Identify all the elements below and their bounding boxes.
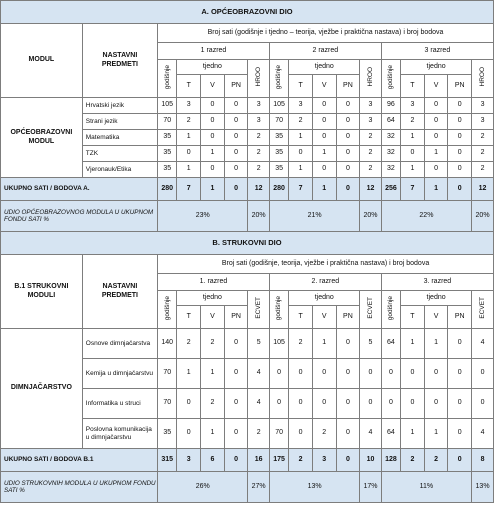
cell-value: 0 <box>336 146 360 162</box>
grade-header-3: 3. razred <box>381 274 493 291</box>
total-value: 8 <box>472 449 494 472</box>
share-points: 17% <box>360 472 382 503</box>
cell-value: 2 <box>360 162 382 178</box>
col-week-1: tjedno <box>177 291 248 306</box>
share-hours: 22% <box>381 201 471 232</box>
cell-value: 1 <box>201 359 225 389</box>
cell-value: 0 <box>312 359 336 389</box>
cell-value: 1 <box>177 359 201 389</box>
share-points: 20% <box>472 201 494 232</box>
total-value: 175 <box>269 449 288 472</box>
cell-value: 0 <box>201 98 225 114</box>
cell-value: 0 <box>289 419 313 449</box>
cell-value: 1 <box>289 162 313 178</box>
cell-value: 2 <box>312 419 336 449</box>
cell-value: 0 <box>177 389 201 419</box>
section-b-title: B. STRUKOVNI DIO <box>1 232 494 255</box>
cell-value: 0 <box>224 130 248 146</box>
col-week-3: tjedno <box>401 60 472 75</box>
hours-header: Broj sati (godišnje, teorija, vježbe i praktična nastava) i broj bodova <box>158 255 494 274</box>
cell-value: 0 <box>472 359 494 389</box>
col-points-3-text: HROO <box>478 67 486 87</box>
total-label: UKUPNO SATI / BODOVA A. <box>1 178 158 201</box>
col-pn-1: PN <box>224 306 248 329</box>
cell-value: 0 <box>448 114 472 130</box>
col-t-2: T <box>289 75 313 98</box>
total-value: 0 <box>448 449 472 472</box>
cell-value: 32 <box>381 146 400 162</box>
col-points-3-text: ECVET <box>478 297 486 319</box>
cell-value: 0 <box>401 359 425 389</box>
cell-value: 0 <box>201 162 225 178</box>
cell-value: 1 <box>424 419 448 449</box>
cell-value: 2 <box>401 114 425 130</box>
cell-value: 105 <box>158 98 177 114</box>
cell-value: 0 <box>336 419 360 449</box>
share-row <box>1 201 494 232</box>
total-value: 2 <box>289 449 313 472</box>
col-points-2-text: HROO <box>366 67 374 87</box>
cell-value: 0 <box>336 114 360 130</box>
total-value: 10 <box>360 449 382 472</box>
cell-value: 0 <box>360 359 382 389</box>
total-value: 6 <box>201 449 225 472</box>
total-value: 0 <box>224 449 248 472</box>
cell-value: 0 <box>448 98 472 114</box>
cell-value: 1 <box>289 130 313 146</box>
col-v-1: V <box>201 75 225 98</box>
cell-value: 0 <box>424 162 448 178</box>
cell-value: 70 <box>158 389 177 419</box>
col-points-1 <box>248 291 270 329</box>
cell-value: 32 <box>381 130 400 146</box>
cell-value: 2 <box>248 146 270 162</box>
total-value: 0 <box>336 178 360 201</box>
grade-header-1: 1. razred <box>158 274 270 291</box>
cell-value: 1 <box>312 329 336 359</box>
cell-value: 0 <box>424 389 448 419</box>
cell-value: 0 <box>312 130 336 146</box>
cell-value: 2 <box>248 162 270 178</box>
cell-value: 64 <box>381 114 400 130</box>
share-hours: 13% <box>269 472 359 503</box>
col-points-3 <box>472 60 494 98</box>
cell-value: 0 <box>224 419 248 449</box>
col-pn-2: PN <box>336 75 360 98</box>
cell-value: 1 <box>401 162 425 178</box>
cell-value: 0 <box>448 146 472 162</box>
cell-value: 0 <box>336 98 360 114</box>
cell-value: 2 <box>289 114 313 130</box>
cell-value: 0 <box>224 98 248 114</box>
cell-value: 70 <box>158 114 177 130</box>
share-points: 13% <box>472 472 494 503</box>
col-points-2 <box>360 60 382 98</box>
total-value: 0 <box>224 178 248 201</box>
share-hours: 21% <box>269 201 359 232</box>
grade-header-2: 2. razred <box>269 274 381 291</box>
subject-name: Informatika u struci <box>82 389 157 419</box>
total-value: 256 <box>381 178 400 201</box>
col-v-2: V <box>312 75 336 98</box>
cell-value: 0 <box>224 114 248 130</box>
share-points: 20% <box>248 201 270 232</box>
col-t-2: T <box>289 306 313 329</box>
total-row <box>1 449 494 472</box>
cell-value: 0 <box>312 98 336 114</box>
cell-value: 0 <box>448 130 472 146</box>
cell-value: 5 <box>360 329 382 359</box>
cell-value: 2 <box>177 329 201 359</box>
cell-value: 1 <box>201 419 225 449</box>
cell-value: 0 <box>177 146 201 162</box>
cell-value: 4 <box>472 329 494 359</box>
cell-value: 0 <box>336 359 360 389</box>
cell-value: 35 <box>158 146 177 162</box>
col-v-2: V <box>312 306 336 329</box>
cell-value: 0 <box>224 329 248 359</box>
module-header: B.1 STRUKOVNI MODULI <box>1 255 83 329</box>
cell-value: 0 <box>269 389 288 419</box>
cell-value: 70 <box>158 359 177 389</box>
cell-value: 32 <box>381 162 400 178</box>
total-value: 1 <box>424 178 448 201</box>
total-value: 7 <box>401 178 425 201</box>
col-week-1: tjedno <box>177 60 248 75</box>
cell-value: 0 <box>269 359 288 389</box>
subject-name: Poslovna komunikacija u dimnjačarstvu <box>82 419 157 449</box>
total-value: 7 <box>289 178 313 201</box>
cell-value: 140 <box>158 329 177 359</box>
total-value: 12 <box>472 178 494 201</box>
cell-value: 0 <box>401 389 425 419</box>
cell-value: 1 <box>401 130 425 146</box>
cell-value: 3 <box>472 98 494 114</box>
grade-header-2: 2 razred <box>269 43 381 60</box>
header-row-1 <box>1 255 494 274</box>
cell-value: 1 <box>312 146 336 162</box>
cell-value: 0 <box>289 359 313 389</box>
share-hours: 11% <box>381 472 471 503</box>
cell-value: 3 <box>177 98 201 114</box>
cell-value: 1 <box>424 329 448 359</box>
cell-value: 35 <box>269 130 288 146</box>
total-value: 16 <box>248 449 270 472</box>
col-week-2: tjedno <box>289 291 360 306</box>
col-year-1-text: godišnje <box>163 64 171 90</box>
cell-value: 0 <box>448 389 472 419</box>
subject-name: Osnove dimnjačarstva <box>82 329 157 359</box>
col-t-3: T <box>401 75 425 98</box>
subject-name: Hrvatski jezik <box>82 98 157 114</box>
cell-value: 0 <box>336 130 360 146</box>
grade-header-1: 1 razred <box>158 43 270 60</box>
cell-value: 0 <box>424 98 448 114</box>
cell-value: 0 <box>381 359 400 389</box>
share-label: UDIO OPĆEOBRAZOVNOG MODULA U UKUPNOM FONDU SATI % <box>1 201 158 232</box>
total-value: 0 <box>448 178 472 201</box>
cell-value: 2 <box>289 329 313 359</box>
subject-name: Matematika <box>82 130 157 146</box>
col-pn-2: PN <box>336 306 360 329</box>
col-year-2-text: godišnje <box>275 64 283 90</box>
cell-value: 0 <box>224 359 248 389</box>
col-year-2-text: godišnje <box>275 295 283 321</box>
cell-value: 0 <box>201 130 225 146</box>
cell-value: 0 <box>336 162 360 178</box>
cell-value: 0 <box>360 389 382 419</box>
total-value: 3 <box>312 449 336 472</box>
cell-value: 0 <box>336 389 360 419</box>
share-hours: 26% <box>158 472 248 503</box>
col-pn-3: PN <box>448 306 472 329</box>
col-v-3: V <box>424 75 448 98</box>
cell-value: 0 <box>312 162 336 178</box>
cell-value: 2 <box>360 130 382 146</box>
cell-value: 96 <box>381 98 400 114</box>
cell-value: 35 <box>158 419 177 449</box>
cell-value: 0 <box>224 389 248 419</box>
cell-value: 3 <box>248 98 270 114</box>
cell-value: 3 <box>472 114 494 130</box>
cell-value: 2 <box>248 130 270 146</box>
total-value: 280 <box>269 178 288 201</box>
section-a-title: A. OPĆEOBRAZOVNI DIO <box>1 1 494 24</box>
cell-value: 0 <box>177 419 201 449</box>
total-value: 3 <box>177 449 201 472</box>
module-name: DIMNJAČARSTVO <box>1 329 83 449</box>
cell-value: 0 <box>401 146 425 162</box>
cell-value: 2 <box>360 146 382 162</box>
cell-value: 0 <box>224 162 248 178</box>
col-pn-1: PN <box>224 75 248 98</box>
total-value: 1 <box>312 178 336 201</box>
cell-value: 4 <box>248 359 270 389</box>
subjects-header: NASTAVNI PREDMETI <box>82 255 157 329</box>
total-value: 1 <box>201 178 225 201</box>
cell-value: 0 <box>289 389 313 419</box>
col-year-1 <box>158 60 177 98</box>
col-points-2 <box>360 291 382 329</box>
col-t-1: T <box>177 75 201 98</box>
cell-value: 3 <box>401 98 425 114</box>
cell-value: 35 <box>158 162 177 178</box>
cell-value: 3 <box>360 98 382 114</box>
cell-value: 2 <box>472 146 494 162</box>
subject-name: Strani jezik <box>82 114 157 130</box>
col-year-1 <box>158 291 177 329</box>
cell-value: 105 <box>269 329 288 359</box>
cell-value: 3 <box>360 114 382 130</box>
cell-value: 35 <box>158 130 177 146</box>
section-a-title-row <box>1 1 494 24</box>
subject-name: TZK <box>82 146 157 162</box>
cell-value: 0 <box>336 329 360 359</box>
cell-value: 1 <box>401 329 425 359</box>
cell-value: 1 <box>201 146 225 162</box>
col-points-2-text: ECVET <box>366 297 374 319</box>
total-label: UKUPNO SATI / BODOVA B.1 <box>1 449 158 472</box>
cell-value: 0 <box>448 419 472 449</box>
cell-value: 70 <box>269 419 288 449</box>
total-value: 12 <box>360 178 382 201</box>
total-value: 7 <box>177 178 201 201</box>
cell-value: 0 <box>312 114 336 130</box>
cell-value: 35 <box>269 162 288 178</box>
cell-value: 35 <box>269 146 288 162</box>
cell-value: 0 <box>448 162 472 178</box>
col-v-1: V <box>201 306 225 329</box>
cell-value: 2 <box>201 389 225 419</box>
cell-value: 0 <box>424 130 448 146</box>
cell-value: 105 <box>269 98 288 114</box>
cell-value: 0 <box>448 329 472 359</box>
total-value: 2 <box>424 449 448 472</box>
col-t-3: T <box>401 306 425 329</box>
cell-value: 1 <box>401 419 425 449</box>
col-year-3-text: godišnje <box>387 295 395 321</box>
cell-value: 64 <box>381 329 400 359</box>
cell-value: 1 <box>177 162 201 178</box>
cell-value: 3 <box>248 114 270 130</box>
cell-value: 2 <box>248 419 270 449</box>
col-pn-3: PN <box>448 75 472 98</box>
cell-value: 4 <box>472 419 494 449</box>
col-year-3-text: godišnje <box>387 64 395 90</box>
total-value: 128 <box>381 449 400 472</box>
cell-value: 0 <box>381 389 400 419</box>
hours-header: Broj sati (godišnje i tjedno – teorija, vježbe i praktična nastava) i broj bodova <box>158 24 494 43</box>
total-value: 0 <box>336 449 360 472</box>
total-value: 315 <box>158 449 177 472</box>
col-week-3: tjedno <box>401 291 472 306</box>
module-header: MODUL <box>1 24 83 98</box>
cell-value: 0 <box>289 146 313 162</box>
col-year-2 <box>269 60 288 98</box>
cell-value: 1 <box>177 130 201 146</box>
col-year-3 <box>381 291 400 329</box>
share-label: UDIO STRUKOVNIH MODULA U UKUPNOM FONDU SATI % <box>1 472 158 503</box>
cell-value: 2 <box>177 114 201 130</box>
table-row <box>1 98 494 114</box>
subjects-header: NASTAVNI PREDMETI <box>82 24 157 98</box>
col-points-3 <box>472 291 494 329</box>
header-row-1 <box>1 24 494 43</box>
cell-value: 0 <box>424 359 448 389</box>
cell-value: 5 <box>248 329 270 359</box>
cell-value: 64 <box>381 419 400 449</box>
cell-value: 0 <box>224 146 248 162</box>
cell-value: 2 <box>472 162 494 178</box>
share-row <box>1 472 494 503</box>
cell-value: 70 <box>269 114 288 130</box>
subject-name: Kemija u dimnjačarstvu <box>82 359 157 389</box>
table-row <box>1 329 494 359</box>
section-b-title-row <box>1 232 494 255</box>
share-points: 20% <box>360 201 382 232</box>
cell-value: 0 <box>448 359 472 389</box>
grade-header-3: 3 razred <box>381 43 493 60</box>
total-row <box>1 178 494 201</box>
col-t-1: T <box>177 306 201 329</box>
total-value: 12 <box>248 178 270 201</box>
col-year-2 <box>269 291 288 329</box>
cell-value: 3 <box>289 98 313 114</box>
cell-value: 4 <box>248 389 270 419</box>
module-name: OPĆEOBRAZOVNI MODUL <box>1 98 83 178</box>
cell-value: 0 <box>312 389 336 419</box>
cell-value: 0 <box>472 389 494 419</box>
col-points-1-text: HROO <box>254 67 262 87</box>
col-points-1 <box>248 60 270 98</box>
subject-name: Vjeronauk/Etika <box>82 162 157 178</box>
col-year-3 <box>381 60 400 98</box>
cell-value: 2 <box>201 329 225 359</box>
col-points-1-text: ECVET <box>254 297 262 319</box>
total-value: 280 <box>158 178 177 201</box>
cell-value: 2 <box>472 130 494 146</box>
col-year-1-text: godišnje <box>163 295 171 321</box>
share-points: 27% <box>248 472 270 503</box>
col-v-3: V <box>424 306 448 329</box>
cell-value: 4 <box>360 419 382 449</box>
cell-value: 1 <box>424 146 448 162</box>
cell-value: 0 <box>201 114 225 130</box>
total-value: 2 <box>401 449 425 472</box>
cell-value: 0 <box>424 114 448 130</box>
col-week-2: tjedno <box>289 60 360 75</box>
share-hours: 23% <box>158 201 248 232</box>
